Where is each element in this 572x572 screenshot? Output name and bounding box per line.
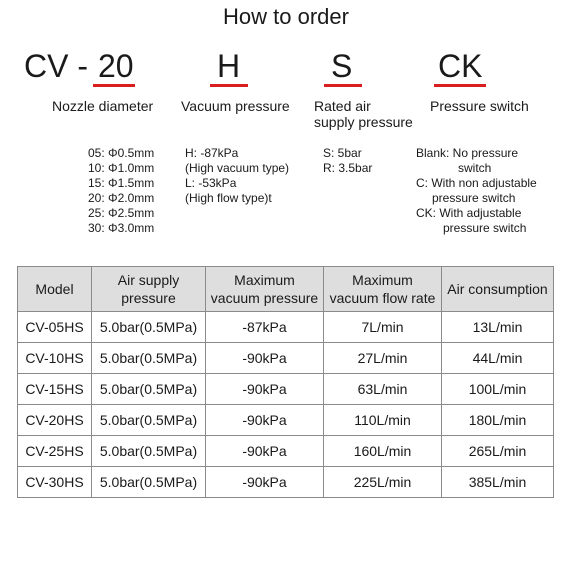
table-row	[18, 374, 554, 405]
vacuum-options	[185, 146, 289, 206]
cell-flow-rate: 110L/min	[324, 405, 442, 436]
code-underline-nozzle	[93, 84, 135, 87]
vacuum-option-note: (High flow type)t	[185, 191, 272, 205]
table-row	[18, 312, 554, 343]
caption-rated-line2: supply pressure	[314, 114, 413, 130]
cell-flow-rate: 225L/min	[324, 467, 442, 498]
cell-model: CV-10HS	[18, 343, 92, 374]
cell-flow-rate: 160L/min	[324, 436, 442, 467]
code-underline-supply	[324, 84, 362, 87]
cell-air-consumption: 100L/min	[442, 374, 554, 405]
nozzle-option: 30: Φ3.0mm	[88, 221, 155, 235]
cell-model: CV-05HS	[18, 312, 92, 343]
table-row	[18, 343, 554, 374]
switch-option-cont: switch	[458, 161, 492, 175]
table-row	[18, 436, 554, 467]
cell-air-supply: 5.0bar(0.5MPa)	[92, 467, 206, 498]
nozzle-option: 25: Φ2.5mm	[88, 206, 155, 220]
column-header-air-supply-pressure: Air supply pressure	[92, 267, 206, 312]
vacuum-option: L: -53kPa	[185, 176, 237, 190]
nozzle-option: 20: Φ2.0mm	[88, 191, 155, 205]
code-underline-vacuum	[210, 84, 248, 87]
cell-air-supply: 5.0bar(0.5MPa)	[92, 436, 206, 467]
cell-vacuum-pressure: -90kPa	[206, 436, 324, 467]
column-header-max-vacuum-pressure: Maximum vacuum pressure	[206, 267, 324, 312]
code-part-supply: S	[331, 48, 353, 84]
table-row	[18, 467, 554, 498]
code-part-switch: CK	[438, 48, 483, 84]
table-header-row	[18, 267, 554, 312]
column-header-max-vacuum-flow-rate: Maximum vacuum flow rate	[324, 267, 442, 312]
caption-vacuum-pressure: Vacuum pressure	[181, 98, 290, 114]
cell-flow-rate: 27L/min	[324, 343, 442, 374]
switch-option: CK: With adjustable	[416, 206, 522, 220]
vacuum-option: H: -87kPa	[185, 146, 239, 160]
cell-air-supply: 5.0bar(0.5MPa)	[92, 343, 206, 374]
code-underline-switch	[434, 84, 486, 87]
cell-model: CV-30HS	[18, 467, 92, 498]
caption-nozzle-diameter: Nozzle diameter	[52, 98, 154, 114]
spec-table	[17, 266, 554, 498]
nozzle-options	[88, 146, 154, 236]
switch-option: Blank: No pressure	[416, 146, 519, 160]
column-header-model: Model	[18, 267, 92, 312]
cell-vacuum-pressure: -90kPa	[206, 343, 324, 374]
cell-air-supply: 5.0bar(0.5MPa)	[92, 405, 206, 436]
switch-options	[416, 146, 537, 236]
cell-model: CV-25HS	[18, 436, 92, 467]
vacuum-option-note: (High vacuum type)	[185, 161, 290, 175]
table-row	[18, 405, 554, 436]
cell-air-supply: 5.0bar(0.5MPa)	[92, 374, 206, 405]
cell-vacuum-pressure: -87kPa	[206, 312, 324, 343]
supply-options	[323, 146, 372, 176]
page-title: How to order	[223, 4, 349, 29]
cell-air-consumption: 385L/min	[442, 467, 554, 498]
cell-air-supply: 5.0bar(0.5MPa)	[92, 312, 206, 343]
cell-model: CV-15HS	[18, 374, 92, 405]
code-part-vacuum: H	[217, 48, 241, 84]
switch-option: C: With non adjustable	[416, 176, 537, 190]
code-prefix: CV -	[24, 48, 88, 84]
cell-vacuum-pressure: -90kPa	[206, 374, 324, 405]
supply-option: R: 3.5bar	[323, 161, 373, 175]
code-part-nozzle: 20	[98, 48, 134, 84]
caption-rated-line1: Rated air	[314, 98, 371, 114]
caption-pressure-switch: Pressure switch	[430, 98, 529, 114]
switch-option-cont: pressure switch	[432, 191, 516, 205]
cell-air-consumption: 265L/min	[442, 436, 554, 467]
nozzle-option: 05: Φ0.5mm	[88, 146, 155, 160]
cell-air-consumption: 180L/min	[442, 405, 554, 436]
nozzle-option: 15: Φ1.5mm	[88, 176, 155, 190]
nozzle-option: 10: Φ1.0mm	[88, 161, 155, 175]
cell-flow-rate: 7L/min	[324, 312, 442, 343]
cell-vacuum-pressure: -90kPa	[206, 405, 324, 436]
cell-air-consumption: 44L/min	[442, 343, 554, 374]
supply-option: S: 5bar	[323, 146, 362, 160]
cell-model: CV-20HS	[18, 405, 92, 436]
caption-rated-supply-pressure	[314, 98, 413, 130]
cell-vacuum-pressure: -90kPa	[206, 467, 324, 498]
cell-flow-rate: 63L/min	[324, 374, 442, 405]
switch-option-cont: pressure switch	[443, 221, 527, 235]
column-header-air-consumption: Air consumption	[442, 267, 554, 312]
cell-air-consumption: 13L/min	[442, 312, 554, 343]
